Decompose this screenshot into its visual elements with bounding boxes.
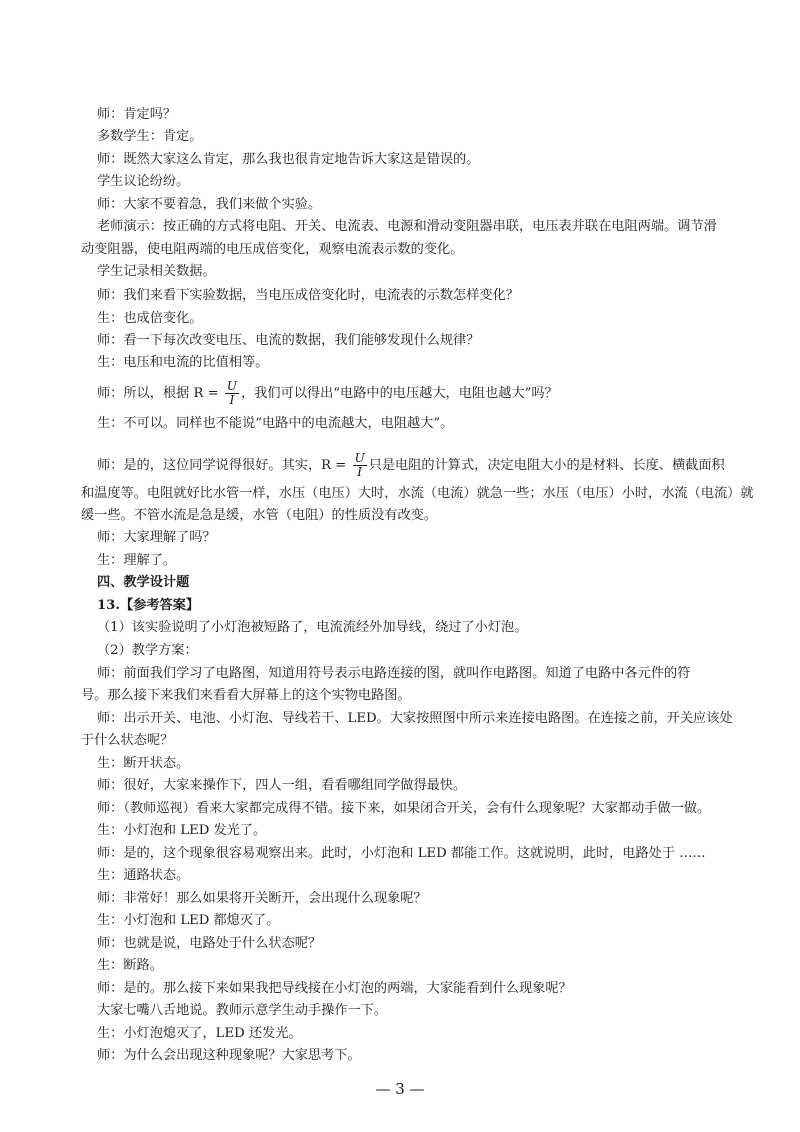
dialogue-line: 生：不可以。同样也不能说“电路中的电流越大，电阻越大”。 <box>97 416 454 431</box>
page-number: — 3 — <box>375 1080 425 1098</box>
answer-line: （2）教学方案： <box>97 643 198 658</box>
formula-denominator: I <box>225 393 239 407</box>
dialogue-line: 师：是的。那么接下来如果我把导线接在小灯泡的两端，大家能看到什么现象呢？ <box>97 981 572 996</box>
resistance-formula <box>353 452 367 479</box>
formula-suffix-text: ，我们可以得出“电路中的电压越大，电阻也越大”吗？ <box>241 386 558 401</box>
formula-numerator: U <box>354 451 365 465</box>
dialogue-line: 师：非常好！那么如果将开关断开，会出现什么现象呢？ <box>97 891 427 906</box>
dialogue-line: 生：电压和电流的比值相等。 <box>97 355 269 370</box>
narration-line: 大家七嘴八舌地说。教师示意学生动手操作一下。 <box>97 1003 388 1018</box>
formula-suffix-text: 只是电阻的计算式，决定电阻大小的是材料、长度、横截面积 <box>368 458 725 473</box>
dialogue-line: 生：也成倍变化。 <box>97 311 203 326</box>
dialogue-line-with-formula <box>97 452 725 479</box>
dialogue-line: 和温度等。电阻就好比水管一样，水压（电压）大时，水流（电流）就急一些；水压（电压）小时，水流（电流）就 <box>81 486 754 501</box>
dialogue-line: 师：前面我们学习了电路图，知道用符号表示电路连接的图，就叫作电路图。知道了电路中各元件的符 <box>97 666 691 681</box>
dialogue-line: 生：断路。 <box>97 958 163 973</box>
dialogue-line: 师：是的，这个现象很容易观察出来。此时，小灯泡和 LED 都能工作。这就说明，此时，电路处于 …… <box>97 846 706 861</box>
dialogue-line: 生：理解了。 <box>97 553 177 568</box>
dialogue-line: 缓一些。不管水流是急是缓，水管（电阻）的性质没有改变。 <box>81 508 438 523</box>
dialogue-line: 师：（教师巡视）看来大家都完成得不错。接下来，如果闭合开关，会有什么现象呢？大家都动手做一做。 <box>97 801 711 816</box>
dialogue-line: 号。那么接下来我们来看看大屏幕上的这个实物电路图。 <box>81 688 411 703</box>
dialogue-line: 师：出示开关、电池、小灯泡、导线若干、LED。大家按照图中所示来连接电路图。在连接之前，开关应该处 <box>97 711 733 726</box>
dialogue-line: 生：小灯泡和 LED 都熄灭了。 <box>97 913 280 928</box>
formula-numerator: U <box>226 379 237 393</box>
dialogue-line: 于什么状态呢？ <box>81 733 174 748</box>
dialogue-line: 师：大家不要着急，我们来做个实验。 <box>97 197 322 212</box>
dialogue-line: 师：为什么会出现这种现象呢？大家思考下。 <box>97 1048 361 1063</box>
narration-line: 动变阻器，使电阻两端的电压成倍变化，观察电流表示数的变化。 <box>81 242 464 257</box>
formula-denominator: I <box>353 465 367 479</box>
narration-line: 老师演示：按正确的方式将电阻、开关、电流表、电源和滑动变阻器串联，电压表并联在电阻两端。调节滑 <box>97 219 717 234</box>
dialogue-line: 师：很好，大家来操作下，四人一组，看看哪组同学做得最快。 <box>97 778 467 793</box>
dialogue-line: 师：看一下每次改变电压、电流的数据，我们能够发现什么规律？ <box>97 333 480 348</box>
dialogue-line: 师：肯定吗？ <box>97 107 177 122</box>
dialogue-line: 多数学生：肯定。 <box>97 129 203 144</box>
formula-prefix-text: 师：所以，根据 R = <box>97 386 223 401</box>
dialogue-line: 生：通路状态。 <box>97 868 190 883</box>
section-heading: 四、教学设计题 <box>97 575 190 590</box>
dialogue-line-with-formula <box>97 380 558 407</box>
dialogue-line: 师：我们来看下实验数据，当电压成倍变化时，电流表的示数怎样变化？ <box>97 288 519 303</box>
narration-line: 学生记录相关数据。 <box>97 264 216 279</box>
answer-heading: 13.【参考答案】 <box>97 598 200 613</box>
dialogue-line: 师：大家理解了吗？ <box>97 530 216 545</box>
resistance-formula <box>225 380 239 407</box>
dialogue-line: 师：也就是说，电路处于什么状态呢？ <box>97 936 322 951</box>
formula-prefix-text: 师：是的，这位同学说得很好。其实，R = <box>97 458 351 473</box>
dialogue-line: 师：既然大家这么肯定，那么我也很肯定地告诉大家这是错误的。 <box>97 152 480 167</box>
narration-line: 学生议论纷纷。 <box>97 174 190 189</box>
dialogue-line: 生：小灯泡和 LED 发光了。 <box>97 823 267 838</box>
dialogue-line: 生：小灯泡熄灭了，LED 还发光。 <box>97 1026 302 1041</box>
answer-line: （1）该实验说明了小灯泡被短路了，电流流经外加导线，绕过了小灯泡。 <box>97 620 528 635</box>
dialogue-line: 生：断开状态。 <box>97 756 190 771</box>
